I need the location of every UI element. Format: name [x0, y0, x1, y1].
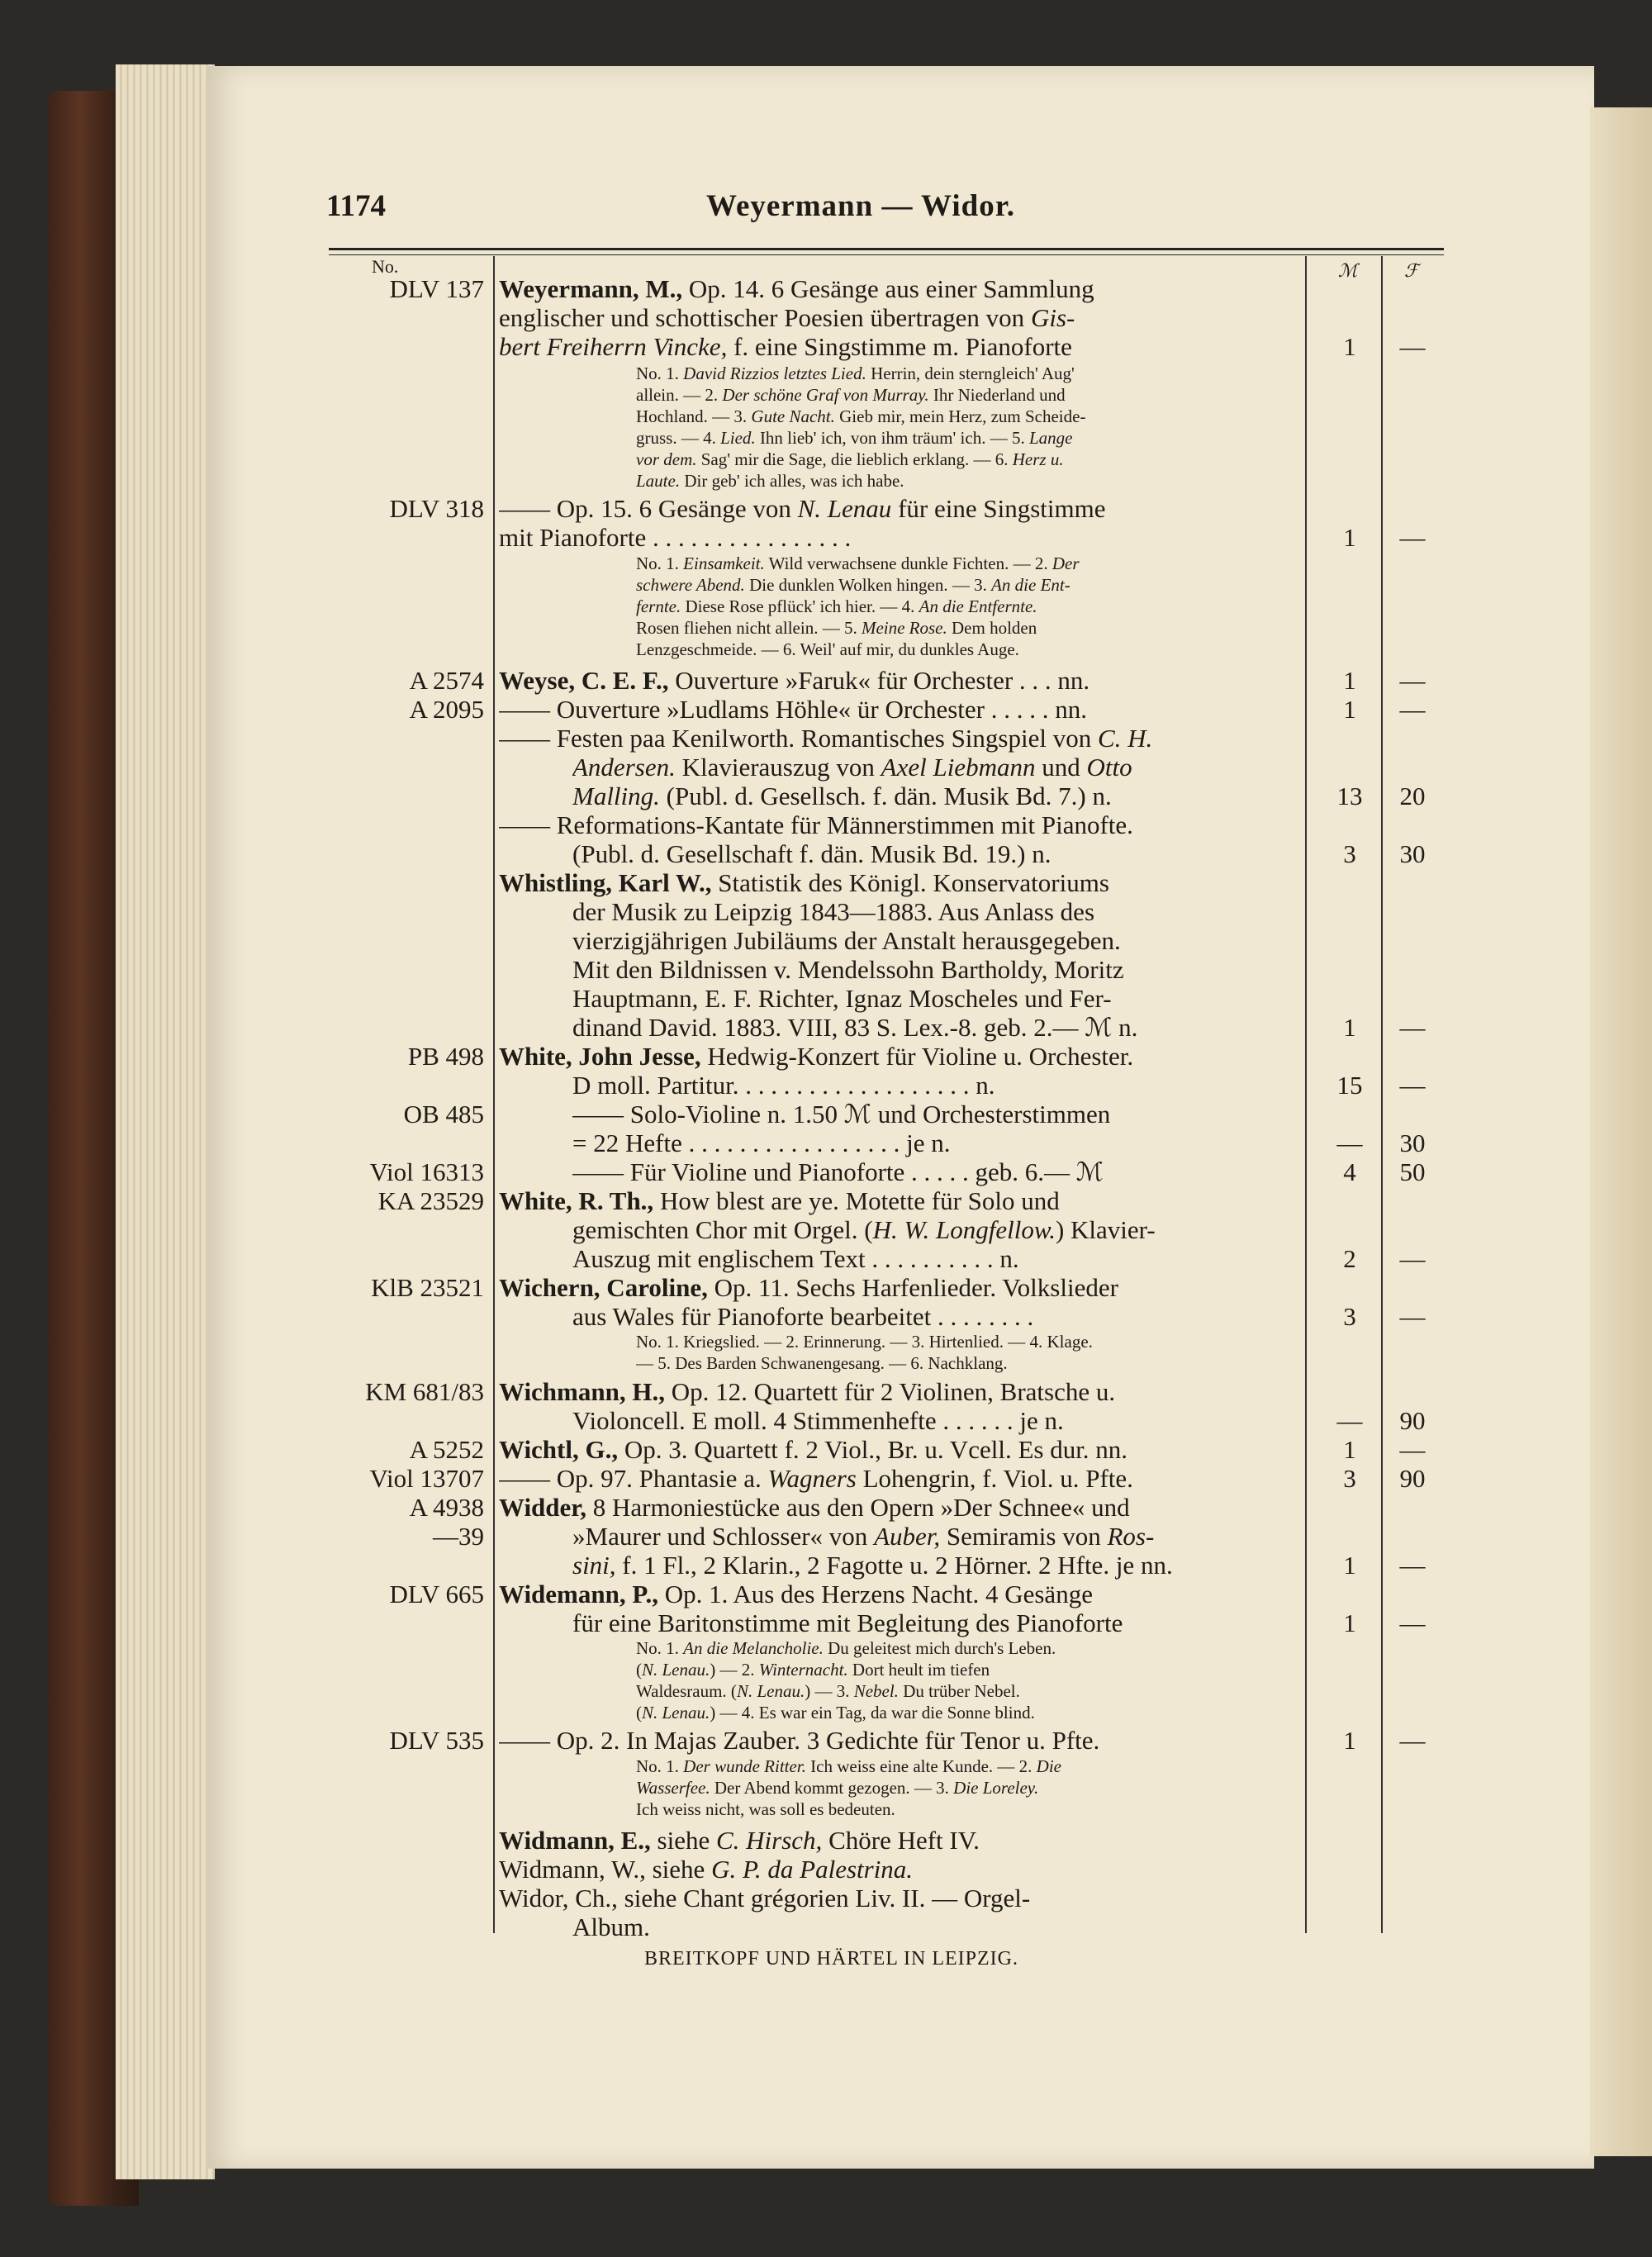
page-number: 1174 [326, 189, 386, 223]
entry-text: gruss. — 4. [636, 428, 721, 448]
contents-line [636, 1332, 1304, 1352]
entry-text: f. eine Singstimme m. Pianoforte [727, 332, 1072, 361]
price-mark: 1 [1343, 1551, 1356, 1580]
price-pfennig: — [1399, 1071, 1426, 1100]
entry-text: Dir geb' ich alles, was ich habe. [680, 471, 904, 491]
entry-text: ) Klavier- [1055, 1215, 1156, 1244]
italic-text: Der schöne Graf von Murray. [722, 385, 929, 405]
entry-text: ( [636, 1660, 642, 1680]
italic-text: Gis- [1030, 303, 1075, 332]
italic-text: N. Lenau. [642, 1660, 710, 1680]
entry-text: No. 1. [636, 363, 684, 383]
contents-line [636, 428, 1304, 449]
entry-line [572, 955, 1304, 985]
entry-line [499, 1273, 1304, 1303]
entry-line [499, 1580, 1304, 1609]
price-pfennig: — [1399, 666, 1426, 695]
contents-line [636, 385, 1304, 406]
italic-text: An die Entfernte. [919, 596, 1037, 616]
contents-line [636, 554, 1304, 574]
italic-text: N. Lenau [797, 494, 892, 523]
entry-text: Auszug mit englischem Text . . . . . . . . . . n. [572, 1244, 1019, 1273]
contents-line [636, 363, 1304, 384]
italic-text: Meine Rose. [861, 618, 947, 638]
price-mark: 1 [1343, 332, 1356, 361]
price-mark: 1 [1343, 666, 1356, 695]
italic-text: Der [1051, 554, 1080, 573]
entry-text: —— Ouverture »Ludlams Höhle« ür Orchester . . . . . nn. [499, 695, 1087, 724]
italic-text: sini, [572, 1551, 616, 1580]
entry-line [499, 332, 1304, 362]
entry-text: Sag' mir die Sage, die lieblich erklang. — 6. [696, 449, 1013, 469]
entry-line [499, 868, 1304, 898]
entry-line [572, 1100, 1304, 1129]
header-rule [329, 248, 1444, 250]
entry-text: dinand David. 1883. VIII, 83 S. Lex.-8. geb. 2.— ℳ n. [572, 1013, 1138, 1042]
italic-text: C. H. [1097, 724, 1153, 753]
price-pfennig: — [1399, 1302, 1426, 1331]
composer-name: Weyse, C. E. F., [499, 666, 669, 695]
entry-line [499, 724, 1304, 753]
italic-text: N. Lenau. [736, 1681, 805, 1701]
italic-text: Lied. [720, 428, 756, 448]
contents-line [636, 1799, 1304, 1820]
entry-line [499, 810, 1304, 840]
column-divider-pfennig [1381, 256, 1383, 1933]
entry-text: (Publ. d. Gesellsch. f. dän. Musik Bd. 7.) n. [659, 782, 1112, 810]
catalog-number: A 4938 [409, 1493, 484, 1522]
price-mark: 13 [1336, 782, 1363, 810]
entry-line [572, 839, 1304, 869]
catalog-number: DLV 535 [389, 1726, 484, 1755]
catalog-number: PB 498 [407, 1042, 484, 1071]
contents-line [636, 1638, 1304, 1659]
entry-line [572, 1244, 1304, 1274]
price-pfennig: — [1399, 1551, 1426, 1580]
composer-name: Weyermann, M., [499, 274, 683, 303]
entry-line [499, 494, 1304, 524]
entry-line [499, 1464, 1304, 1494]
italic-text: Die [1036, 1756, 1061, 1776]
composer-name: Wichern, Caroline, [499, 1273, 708, 1302]
price-mark: — [1336, 1128, 1363, 1157]
entry-text: Hauptmann, E. F. Richter, Ignaz Moscheles und Fer- [572, 984, 1112, 1013]
entry-text: Op. 1. Aus des Herzens Nacht. 4 Gesänge [657, 1580, 1093, 1608]
entry-line [499, 274, 1304, 304]
italic-text: Gute Nacht. [751, 406, 835, 426]
italic-text: H. W. Longfellow. [872, 1215, 1056, 1244]
entry-text: No. 1. [636, 1756, 684, 1776]
catalog-number: Viol 13707 [369, 1464, 484, 1493]
price-mark: 1 [1343, 695, 1356, 724]
entry-text: —— Op. 97. Phantasie a. [499, 1464, 768, 1493]
italic-text: Herz u. [1012, 449, 1064, 469]
column-header-pfennig: ℱ [1404, 260, 1419, 281]
entry-text: Album. [572, 1913, 650, 1941]
entry-text: Ich weiss eine alte Kunde. — 2. [805, 1756, 1037, 1776]
entry-text: —— Festen paa Kenilworth. Romantisches Singspiel von [499, 724, 1098, 753]
price-mark: 1 [1343, 1435, 1356, 1464]
price-pfennig: — [1399, 1726, 1426, 1755]
entry-line [499, 1377, 1304, 1407]
italic-text: Andersen. [572, 753, 676, 782]
catalog-number: A 2574 [409, 666, 484, 695]
contents-line [636, 639, 1304, 660]
composer-name: Widder, [499, 1493, 586, 1522]
entry-text: Waldesraum. ( [636, 1681, 737, 1701]
entry-line [572, 1215, 1304, 1245]
entry-text: Statistik des Königl. Konservatoriums [711, 868, 1109, 897]
entry-line [572, 1302, 1304, 1332]
column-divider-mark [1305, 256, 1307, 1933]
italic-text: fernte. [636, 596, 681, 616]
entry-text: (Publ. d. Gesellschaft f. dän. Musik Bd. 19.) n. [572, 839, 1051, 868]
entry-text: ( [636, 1703, 642, 1722]
entry-line [499, 523, 1304, 553]
contents-line [636, 1681, 1304, 1702]
italic-text: N. Lenau. [642, 1703, 710, 1722]
entry-text: Op. 11. Sechs Harfenlieder. Volkslieder [707, 1273, 1118, 1302]
entry-line [499, 695, 1304, 725]
entry-line [499, 1435, 1304, 1465]
composer-name: Wichmann, H., [499, 1377, 665, 1406]
price-pfennig: — [1399, 1013, 1426, 1042]
contents-line [636, 449, 1304, 470]
entry-text: —— Reformations-Kantate für Männerstimmen mit Pianofte. [499, 810, 1133, 839]
column-divider-catalog [493, 256, 495, 1933]
italic-text: Axel Liebmann [881, 753, 1036, 782]
entry-text: = 22 Hefte . . . . . . . . . . . . . . . . . je n. [572, 1128, 951, 1157]
italic-text: Nebel. [853, 1681, 899, 1701]
price-mark: 1 [1343, 1608, 1356, 1637]
entry-text: Op. 14. 6 Gesänge aus einer Sammlung [682, 274, 1094, 303]
entry-line [499, 1855, 1304, 1884]
italic-text: schwere Abend. [636, 575, 745, 595]
italic-text: Malling. [572, 782, 660, 810]
entry-text: Rosen fliehen nicht allein. — 5. [636, 618, 862, 638]
column-header-mark: ℳ [1338, 260, 1358, 281]
contents-line [636, 1778, 1304, 1798]
entry-text: Ihn lieb' ich, von ihm träum' ich. — 5. [755, 428, 1029, 448]
italic-text: An die Melancholie. [683, 1638, 824, 1658]
entry-text: Chöre Heft IV. [822, 1826, 980, 1855]
page-edges [116, 64, 215, 2179]
entry-text: No. 1. Kriegslied. — 2. Erinnerung. — 3. Hirtenlied. — 4. Klage. [636, 1332, 1093, 1352]
entry-text: für eine Baritonstimme mit Begleitung des Pianoforte [572, 1608, 1123, 1637]
entry-text: Dem holden [947, 618, 1037, 638]
entry-text: und [1035, 753, 1087, 782]
entry-text: Widor, Ch., siehe Chant grégorien Liv. II. — Orgel- [499, 1884, 1031, 1913]
page-title: Weyermann — Widor. [706, 189, 1015, 223]
contents-line [636, 1660, 1304, 1680]
italic-text: Der wunde Ritter. [683, 1756, 806, 1776]
price-pfennig: 30 [1399, 1128, 1426, 1157]
entry-text: allein. — 2. [636, 385, 723, 405]
entry-line [572, 1128, 1304, 1158]
entry-text: No. 1. [636, 1638, 684, 1658]
composer-name: Wichtl, G., [499, 1435, 619, 1464]
contents-line [636, 471, 1304, 492]
entry-text: Hochland. — 3. [636, 406, 752, 426]
composer-name: White, John Jesse, [499, 1042, 701, 1071]
italic-text: Lange [1028, 428, 1073, 448]
catalog-number: DLV 137 [389, 274, 484, 303]
contents-line [636, 575, 1304, 596]
entry-line [499, 1186, 1304, 1216]
entry-text: —— Op. 15. 6 Gesänge von [499, 494, 798, 523]
entry-line [572, 1608, 1304, 1638]
entry-text: Du geleitest mich durch's Leben. [823, 1638, 1056, 1658]
price-mark: 1 [1343, 1726, 1356, 1755]
italic-text: Die Loreley. [953, 1778, 1039, 1798]
entry-text: aus Wales für Pianoforte bearbeitet . . . . . . . . [572, 1302, 1034, 1331]
catalog-number: A 2095 [409, 695, 484, 724]
entry-text: f. 1 Fl., 2 Klarin., 2 Fagotte u. 2 Hörner. 2 Hfte. je nn. [615, 1551, 1173, 1580]
entry-text: Hedwig-Konzert für Violine u. Orchester. [700, 1042, 1134, 1071]
entry-line [572, 1013, 1304, 1043]
entry-line [499, 666, 1304, 696]
contents-line [636, 1756, 1304, 1777]
price-pfennig: 30 [1399, 839, 1426, 868]
entry-text: Op. 3. Quartett f. 2 Viol., Br. u. Vcell. Es dur. nn. [618, 1435, 1128, 1464]
entry-text: vierzigjährigen Jubiläums der Anstalt herausgegeben. [572, 926, 1121, 955]
price-mark: 3 [1343, 1302, 1356, 1331]
entry-line [572, 897, 1304, 927]
price-pfennig: — [1399, 695, 1426, 724]
entry-line [499, 1493, 1304, 1523]
catalog-number: A 5252 [409, 1435, 484, 1464]
entry-text: englischer und schottischer Poesien übertragen von [499, 303, 1031, 332]
column-header-no: No. [372, 256, 399, 277]
entry-text: Widmann, W., siehe [499, 1855, 712, 1884]
catalog-number: DLV 665 [389, 1580, 484, 1608]
entry-text: Violoncell. E moll. 4 Stimmenhefte . . . . . . je n. [572, 1406, 1064, 1435]
italic-text: David Rizzios letztes Lied. [683, 363, 866, 383]
entry-text: Herrin, dein sterngleich' Aug' [866, 363, 1075, 383]
price-mark: 3 [1343, 1464, 1356, 1493]
price-mark: 3 [1343, 839, 1356, 868]
catalog-number: Viol 16313 [369, 1157, 484, 1186]
header-rule-thin [329, 254, 1444, 255]
entry-line [572, 782, 1304, 811]
entry-text: Du trüber Nebel. [898, 1681, 1020, 1701]
entry-text: Klavierauszug von [675, 753, 881, 782]
entry-text: für eine Singstimme [891, 494, 1106, 523]
catalog-number: —39 [433, 1522, 484, 1551]
entry-text: ) — 4. Es war ein Tag, da war die Sonne blind. [710, 1703, 1035, 1722]
entry-text: »Maurer und Schlosser« von [572, 1522, 875, 1551]
price-mark: 1 [1343, 523, 1356, 552]
price-mark: 15 [1336, 1071, 1363, 1100]
composer-name: Widmann, E., [499, 1826, 651, 1855]
entry-line [572, 1071, 1304, 1100]
composer-name: Whistling, Karl W., [499, 868, 712, 897]
publisher-footer: BREITKOPF UND HÄRTEL IN LEIPZIG. [644, 1948, 1018, 1970]
entry-text: gemischten Chor mit Orgel. ( [572, 1215, 873, 1244]
entry-line [572, 1406, 1304, 1436]
price-pfennig: 50 [1399, 1157, 1426, 1186]
entry-text: Gieb mir, mein Herz, zum Scheide- [834, 406, 1086, 426]
entry-text: —— Für Violine und Pianoforte . . . . . geb. 6.— ℳ [572, 1157, 1104, 1186]
composer-name: White, R. Th., [499, 1186, 654, 1215]
entry-text: Semiramis von [940, 1522, 1108, 1551]
entry-text: How blest are ye. Motette für Solo und [653, 1186, 1060, 1215]
entry-text: Ihr Niederland und [928, 385, 1066, 405]
italic-text: Einsamkeit. [683, 554, 765, 573]
entry-text: mit Pianoforte . . . . . . . . . . . . . . . . [499, 523, 852, 552]
entry-text: ) — 2. [710, 1660, 759, 1680]
entry-text: —— Solo-Violine n. 1.50 ℳ und Orchesterstimmen [572, 1100, 1111, 1128]
entry-text: — 5. Des Barden Schwanengesang. — 6. Nachklang. [636, 1353, 1008, 1373]
contents-line [636, 406, 1304, 427]
contents-line [636, 1703, 1304, 1723]
price-pfennig: — [1399, 1244, 1426, 1273]
entry-line [572, 1913, 1304, 1942]
italic-text: An die Ent- [991, 575, 1070, 595]
italic-text: Wasserfee. [636, 1778, 710, 1798]
entry-line [499, 1042, 1304, 1071]
catalog-number: KlB 23521 [371, 1273, 484, 1302]
catalog-number: KA 23529 [377, 1186, 484, 1215]
entry-text: Dort heult im tiefen [847, 1660, 990, 1680]
entry-line [572, 984, 1304, 1014]
entry-line [499, 1726, 1304, 1756]
entry-text: ) — 3. [805, 1681, 854, 1701]
entry-text: No. 1. [636, 554, 684, 573]
price-pfennig: 90 [1399, 1464, 1426, 1493]
entry-text: Die dunklen Wolken hingen. — 3. [744, 575, 992, 595]
entry-text: siehe [650, 1826, 716, 1855]
entry-line [572, 1157, 1304, 1187]
contents-line [636, 618, 1304, 639]
next-page-edge [1590, 107, 1652, 2156]
composer-name: Widemann, P., [499, 1580, 658, 1608]
entry-text: der Musik zu Leipzig 1843—1883. Aus Anlass des [572, 897, 1095, 926]
price-mark: — [1336, 1406, 1363, 1435]
italic-text: Wagners [767, 1464, 857, 1493]
entry-line [572, 1551, 1304, 1580]
price-pfennig: — [1399, 1435, 1426, 1464]
catalog-number: OB 485 [403, 1100, 484, 1128]
italic-text: C. Hirsch, [715, 1826, 823, 1855]
entry-text: Mit den Bildnissen v. Mendelssohn Bartholdy, Moritz [572, 955, 1124, 984]
price-pfennig: — [1399, 332, 1426, 361]
catalog-number: DLV 318 [389, 494, 484, 523]
italic-text: G. P. da Palestrina. [711, 1855, 914, 1884]
entry-text: 8 Harmoniestücke aus den Opern »Der Schnee« und [586, 1493, 1130, 1522]
italic-text: Laute. [636, 471, 681, 491]
entry-text: Lenzgeschmeide. — 6. Weil' auf mir, du dunkles Auge. [636, 639, 1019, 659]
contents-line [636, 1353, 1304, 1374]
entry-text: Ouverture »Faruk« für Orchester . . . nn. [668, 666, 1090, 695]
price-pfennig: 20 [1399, 782, 1426, 810]
italic-text: Ros- [1107, 1522, 1155, 1551]
italic-text: bert Freiherrn Vincke, [499, 332, 728, 361]
italic-text: Otto [1086, 753, 1132, 782]
italic-text: Auber, [874, 1522, 941, 1551]
price-pfennig: — [1399, 1608, 1426, 1637]
entry-text: Ich weiss nicht, was soll es bedeuten. [636, 1799, 895, 1819]
entry-text: Diese Rose pflück' ich hier. — 4. [681, 596, 919, 616]
entry-line [499, 1826, 1304, 1855]
price-mark: 4 [1343, 1157, 1356, 1186]
entry-text: D moll. Partitur. . . . . . . . . . . . . . . . . . . n. [572, 1071, 995, 1100]
entry-line [499, 303, 1304, 333]
entry-text: Lohengrin, f. Viol. u. Pfte. [856, 1464, 1133, 1493]
entry-text: Wild verwachsene dunkle Fichten. — 2. [764, 554, 1052, 573]
contents-line [636, 596, 1304, 617]
italic-text: Winternacht. [758, 1660, 848, 1680]
italic-text: vor dem. [636, 449, 697, 469]
entry-line [499, 1884, 1304, 1913]
entry-text: Op. 12. Quartett für 2 Violinen, Bratsche u. [664, 1377, 1116, 1406]
entry-text: Der Abend kommt gezogen. — 3. [710, 1778, 954, 1798]
price-mark: 2 [1343, 1244, 1356, 1273]
price-mark: 1 [1343, 1013, 1356, 1042]
entry-line [572, 1522, 1304, 1551]
entry-line [572, 753, 1304, 782]
price-pfennig: 90 [1399, 1406, 1426, 1435]
entry-text: —— Op. 2. In Majas Zauber. 3 Gedichte für Tenor u. Pfte. [499, 1726, 1100, 1755]
catalog-number: KM 681/83 [365, 1377, 484, 1406]
entry-line [572, 926, 1304, 956]
price-pfennig: — [1399, 523, 1426, 552]
